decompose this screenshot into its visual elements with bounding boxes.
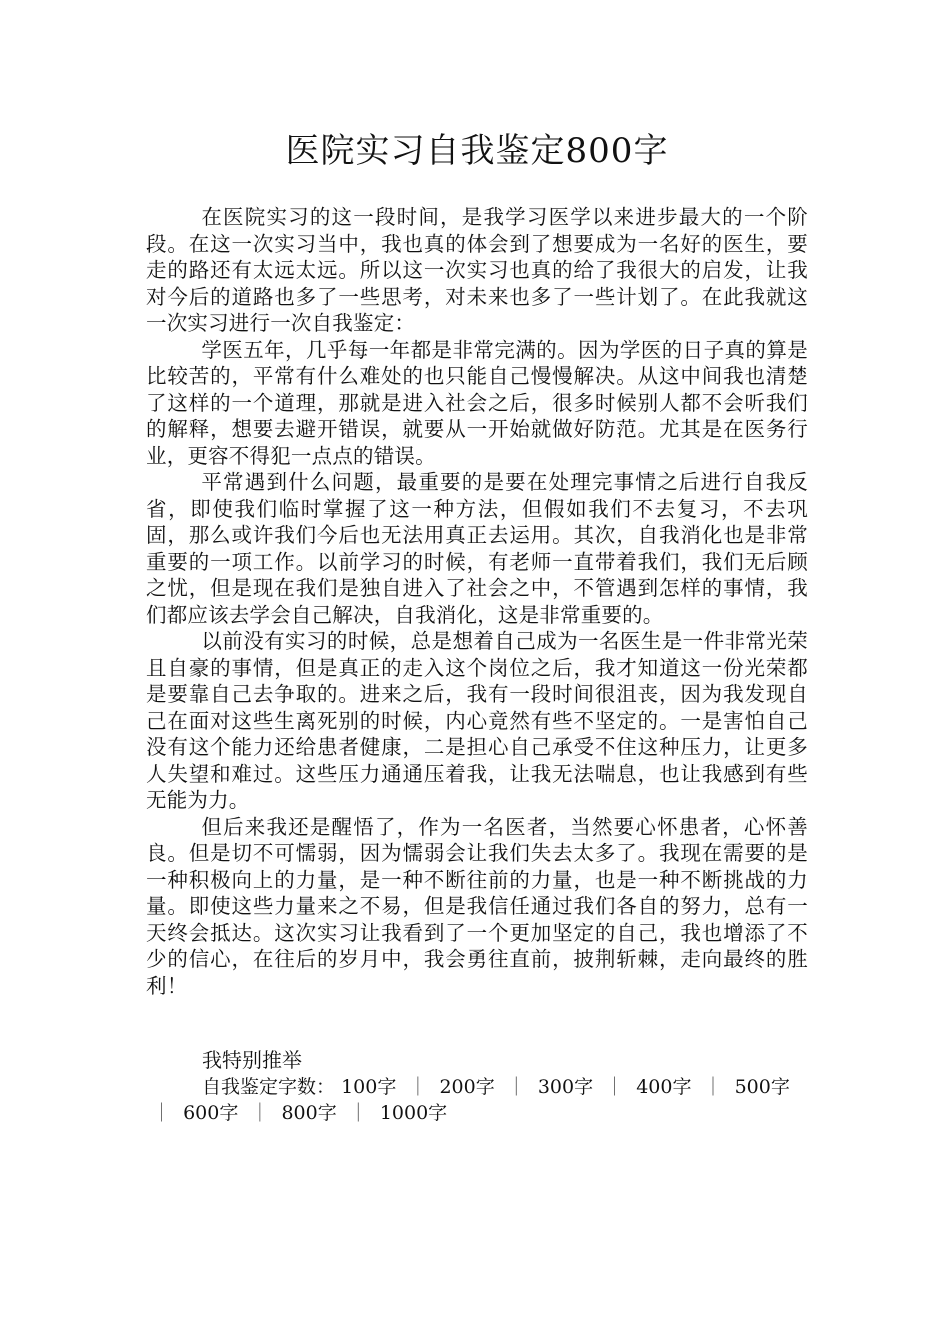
recommend-label: 我特别推举 — [202, 1048, 302, 1072]
link-1000[interactable]: 1000字 — [379, 1102, 448, 1124]
link-300[interactable]: 300字 — [537, 1075, 594, 1098]
separator: ｜ — [703, 1075, 723, 1098]
separator: ｜ — [348, 1102, 368, 1124]
recommendation-section — [146, 1047, 808, 1127]
paragraph: 学医五年，几乎每一年都是非常完满的。因为学医的日子真的算是比较苦的，平常有什么难处的也只能自己慢慢解决。从这中间我也清楚了这样的一个道理，那就是进入社会之后，很多时候别人都不会听我们的解释，想要去避开错误，就要从一开始就做好防范。尤其是在医务行业，更容不得犯一点点的错误。 — [146, 337, 808, 468]
link-800[interactable]: 800字 — [281, 1102, 337, 1124]
link-600[interactable]: 600字 — [183, 1102, 239, 1124]
paragraph: 但后来我还是醒悟了，作为一名医者，当然要心怀患者，心怀善良。但是切不可懦弱，因为懦弱会让我们失去太多了。我现在需要的是一种积极向上的力量，是一种不断往前的力量，也是一种不断挑战的力量。即使这些力量来之不易，但是我信任通过我们各自的努力，总有一天终会抵达。这次实习让我看到了一个更加坚定的自己，我也增添了不少的信心，在往后的岁月中，我会勇往直前，披荆斩棘，走向最终的胜利！ — [146, 814, 808, 998]
separator: ｜ — [506, 1075, 526, 1098]
paragraph: 在医院实习的这一段时间，是我学习医学以来进步最大的一个阶段。在这一次实习当中，我也真的体会到了想要成为一名好的医生，要走的路还有太远太远。所以这一次实习也真的给了我很大的启发，让我对今后的道路也多了一些思考，对未来也多了一些计划了。在此我就这一次实习进行一次自我鉴定： — [146, 205, 808, 335]
word-count-links — [146, 1074, 808, 1127]
link-100[interactable]: 100字 — [341, 1075, 397, 1098]
separator: ｜ — [408, 1075, 428, 1098]
separator: ｜ — [152, 1102, 172, 1124]
separator: ｜ — [605, 1075, 625, 1098]
word-count-label: 自我鉴定字数： — [202, 1075, 336, 1098]
link-500[interactable]: 500字 — [734, 1075, 790, 1098]
separator: ｜ — [250, 1102, 270, 1124]
document-title: 医院实习自我鉴定800字 — [285, 131, 669, 171]
paragraph: 以前没有实习的时候，总是想着自己成为一名医生是一件非常光荣且自豪的事情，但是真正的走入这个岗位之后，我才知道这一份光荣都是要靠自己去争取的。进来之后，我有一段时间很沮丧，因为我发现自己在面对这些生离死别的时候，内心竟然有些不坚定的。一是害怕自己没有这个能力还给患者健康，二是担心自己承受不住这种压力，让更多人失望和难过。这些压力通通压着我，让我无法喘息，也让我感到有些无能为力。 — [146, 629, 808, 812]
document-body — [146, 204, 808, 999]
document-page — [146, 128, 808, 1127]
paragraph: 平常遇到什么问题，最重要的是要在处理完事情之后进行自我反省，即使我们临时掌握了这一种方法，但假如我们不去复习，不去巩固，那么或许我们今后也无法用真正去运用。其次，自我消化也是非常重要的一项工作。以前学习的时候，有老师一直带着我们，我们无后顾之忧，但是现在我们是独自进入了社会之中，不管遇到怎样的事情，我们都应该去学会自己解决，自我消化，这是非常重要的。 — [146, 470, 808, 627]
link-400[interactable]: 400字 — [636, 1075, 692, 1098]
link-200[interactable]: 200字 — [439, 1075, 495, 1098]
